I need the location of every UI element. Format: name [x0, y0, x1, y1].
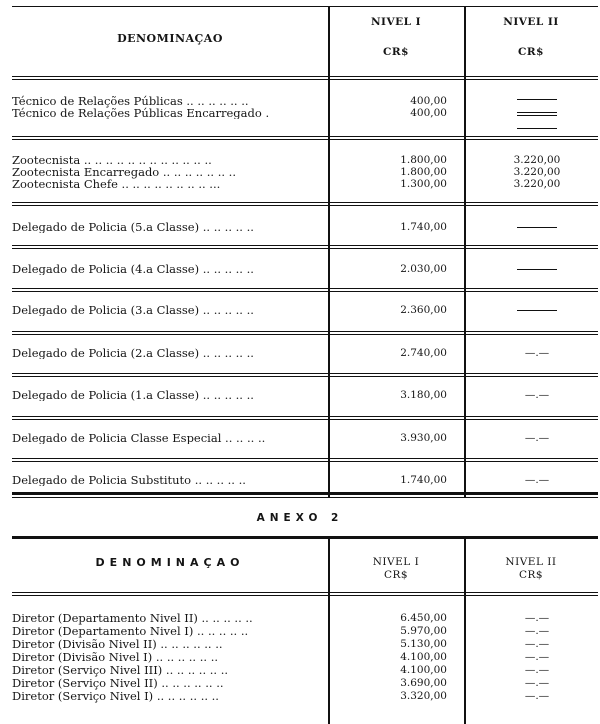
header-level1-currency: CR$ [383, 46, 409, 58]
denomination-text: Diretor (Serviço Nivel II) .. .. .. .. .. .. [12, 676, 224, 690]
table-rule [12, 245, 598, 246]
table-rule [12, 139, 598, 140]
level2-value: —.— [524, 625, 550, 637]
double-dash-mark [517, 99, 557, 113]
table-rule [12, 6, 598, 7]
table-rule [12, 492, 598, 495]
header-level2: NIVEL II [505, 556, 557, 568]
level2-cell [497, 221, 577, 240]
table-rule [12, 202, 598, 203]
table-rule [12, 248, 598, 249]
level1-value: 1.300,00 [400, 178, 447, 190]
level2-cell [497, 95, 577, 129]
salary-table-1 [12, 6, 598, 498]
level2-value: —.— [524, 389, 550, 401]
level1-value: 1.800,00 [400, 166, 447, 178]
table-rule [12, 595, 598, 596]
level2-value: —.— [524, 347, 550, 359]
header-level1-currency: CR$ [383, 569, 409, 581]
level1-value: 3.690,00 [400, 677, 447, 689]
table-rule [12, 373, 598, 374]
table-rule [12, 497, 598, 498]
level1-value: 3.930,00 [400, 432, 447, 444]
denomination-text: Diretor (Divisão Nivel II) .. .. .. .. .. .. [12, 637, 223, 651]
level2-value: —.— [524, 651, 550, 663]
level1-value: 6.450,00 [400, 612, 447, 624]
denomination-cell [12, 389, 328, 401]
level1-value: 5.970,00 [400, 625, 447, 637]
double-dash-mark [517, 115, 557, 129]
level1-cell [372, 347, 447, 359]
denomination-cell [12, 221, 328, 233]
level1-cell [372, 221, 447, 233]
denomination-text: Diretor (Departamento Nivel II) .. .. .. .. .. [12, 612, 253, 625]
denomination-text: Delegado de Policia (1.a Classe) .. .. .. .. .. [12, 389, 254, 401]
level2-cell [497, 263, 577, 282]
annex-title: ANEXO 2 [256, 512, 344, 524]
denomination-cell [12, 432, 328, 444]
level2-value: 3.220,00 [513, 178, 561, 190]
dash-mark [517, 227, 557, 240]
level1-value: 400,00 [410, 95, 447, 107]
level2-value: —.— [524, 677, 550, 689]
level1-value: 4.100,00 [400, 664, 447, 676]
header-level2-currency: CR$ [518, 46, 544, 58]
level1-value: 1.800,00 [400, 154, 447, 166]
denomination-text: Diretor (Serviço Nivel III) .. .. .. .. .. .. [12, 663, 229, 677]
level1-cell [372, 154, 447, 190]
dash-mark [517, 269, 557, 282]
level2-value: —.— [524, 690, 550, 702]
table-rule [12, 288, 598, 289]
level2-value: 3.220,00 [513, 166, 561, 178]
header-level1: NIVEL I [370, 16, 422, 28]
salary-table-2 [12, 536, 598, 724]
level1-cell [372, 612, 447, 703]
header-denomination: DENOMINAÇAO [95, 556, 245, 569]
level2-value: —.— [524, 664, 550, 676]
table-rule [12, 419, 598, 420]
table-rule [12, 376, 598, 377]
level1-value: 2.030,00 [400, 263, 447, 275]
denomination-text: Delegado de Policia (4.a Classe) .. .. .. .. .. [12, 263, 254, 275]
level1-value: 5.130,00 [400, 638, 447, 650]
level2-cell [497, 347, 577, 359]
table-rule [12, 458, 598, 459]
denomination-cell [12, 154, 328, 190]
level1-cell [372, 389, 447, 401]
level1-value: 2.360,00 [400, 304, 447, 316]
level1-value: 1.740,00 [400, 221, 447, 233]
denomination-text: Delegado de Policia Substituto .. .. .. .. .. [12, 474, 246, 486]
denomination-text: Delegado de Policia (2.a Classe) .. .. .. .. .. [12, 347, 254, 359]
level2-cell [497, 154, 577, 190]
level1-cell [372, 263, 447, 275]
denomination-text: Zootecnista .. .. .. .. .. .. .. .. .. .. .. .. [12, 154, 212, 167]
denomination-cell [12, 347, 328, 359]
denomination-text: Zootecnista Encarregado .. .. .. .. .. .. .. [12, 165, 236, 179]
level1-value: 3.180,00 [400, 389, 447, 401]
level1-value: 4.100,00 [400, 651, 447, 663]
level1-cell [372, 304, 447, 316]
level1-cell [372, 95, 447, 119]
denomination-text: Delegado de Policia Classe Especial .. .. .. .. [12, 432, 266, 444]
table-rule [12, 331, 598, 332]
level2-cell [497, 304, 577, 323]
denomination-text: Diretor (Divisão Nivel I) .. .. .. .. .. .. [12, 650, 219, 664]
denomination-cell [12, 304, 328, 316]
denomination-text: Diretor (Serviço Nivel I) .. .. .. .. .. .. [12, 689, 219, 703]
level1-cell [372, 432, 447, 444]
header-denomination: DENOMINAÇAO [117, 32, 223, 45]
table-rule [12, 592, 598, 593]
level2-cell [497, 612, 577, 703]
denomination-text: Técnico de Relações Públicas .. .. .. .. .. .. [12, 95, 249, 108]
level2-value: —.— [524, 474, 550, 486]
level2-cell [497, 389, 577, 401]
level1-cell [372, 474, 447, 486]
level1-value: 3.320,00 [400, 690, 447, 702]
table-rule [12, 291, 598, 292]
header-level2: NIVEL II [503, 16, 559, 28]
denomination-text: Diretor (Departamento Nivel I) .. .. .. .. .. [12, 624, 249, 638]
denomination-text: Delegado de Policia (5.a Classe) .. .. .. .. .. [12, 221, 254, 233]
denomination-cell [12, 474, 328, 486]
denomination-cell [12, 95, 328, 119]
table-rule [12, 205, 598, 206]
level2-cell [497, 432, 577, 444]
level1-value: 1.740,00 [400, 474, 447, 486]
level2-cell [497, 474, 577, 486]
level1-value: 400,00 [410, 107, 447, 119]
denomination-text: Zootecnista Chefe .. .. .. .. .. .. .. .. ... [12, 177, 221, 190]
level2-value: —.— [524, 432, 550, 444]
table-rule [12, 461, 598, 462]
denomination-text: Delegado de Policia (3.a Classe) .. .. .. .. .. [12, 304, 254, 316]
header-level1: NIVEL I [372, 556, 420, 568]
denomination-text: Técnico de Relações Públicas Encarregado . [12, 106, 270, 119]
table-rule [12, 79, 598, 80]
level2-value: —.— [524, 612, 550, 624]
header-level2-currency: CR$ [518, 569, 544, 581]
table-rule [12, 136, 598, 137]
denomination-cell [12, 612, 328, 703]
level2-value: 3.220,00 [513, 154, 561, 166]
level1-value: 2.740,00 [400, 347, 447, 359]
table-rule [12, 536, 598, 539]
dash-mark [517, 310, 557, 323]
table-rule [12, 416, 598, 417]
level2-value: —.— [524, 638, 550, 650]
table-rule [12, 334, 598, 335]
denomination-cell [12, 263, 328, 275]
table-rule [12, 76, 598, 77]
